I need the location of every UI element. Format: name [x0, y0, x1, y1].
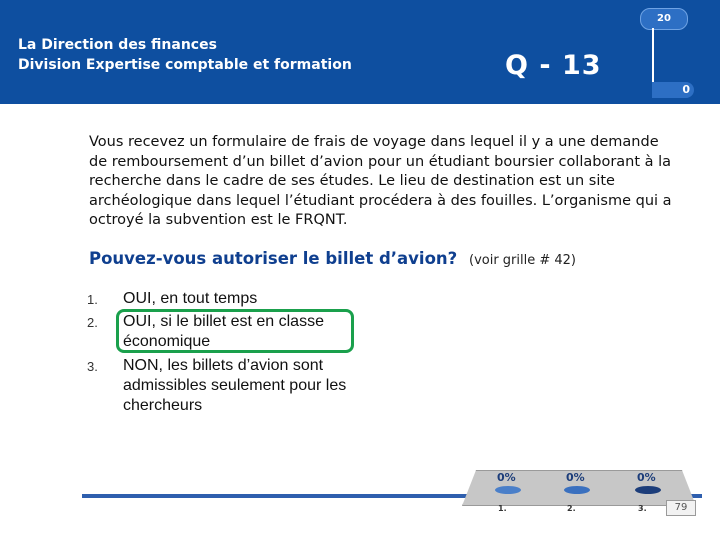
option-text: NON, les billets d’avion sont admissibles seulement pour les chercheurs: [123, 357, 347, 414]
chart-category-label: 2.: [567, 504, 576, 513]
option-number: 3.: [87, 359, 98, 374]
chart-category-label: 1.: [498, 504, 507, 513]
chart-bar: [495, 486, 521, 494]
answer-option-3[interactable]: [85, 356, 385, 416]
option-text: OUI, en tout temps: [123, 290, 258, 307]
organization-name: [18, 35, 352, 75]
option-text: OUI, si le billet est en classe économique: [123, 313, 324, 350]
chart-bar: [635, 486, 661, 494]
chart-value-label: 0%: [497, 471, 516, 484]
org-line-2: Division Expertise comptable et formation: [18, 57, 352, 73]
correct-answer-highlight: [116, 309, 354, 353]
header-banner: [0, 0, 720, 104]
chart-category-label: 3.: [638, 504, 647, 513]
chart-value-label: 0%: [566, 471, 585, 484]
option-number: 1.: [87, 292, 98, 307]
question-hint: (voir grille # 42): [469, 253, 577, 268]
page-number: 79: [666, 500, 696, 516]
org-line-1: La Direction des finances: [18, 37, 217, 53]
scenario-text: Vous recevez un formulaire de frais de voyage dans lequel il y a une demande de remboursement d’un billet d’avion pour un étudiant boursier collaborant à la recherche dans le cadre de ses études. Le lieu de destination est un site archéologique dans lequel l’étudiant procédera à des fouilles. L’organisme qui a octroyé la subvention est le FRQNT.: [89, 134, 672, 228]
chart-bar: [564, 486, 590, 494]
option-number: 2.: [87, 315, 98, 330]
question-prompt: [89, 249, 689, 268]
question-number: Q - 13: [505, 50, 602, 81]
question-text: Pouvez-vous autoriser le billet d’avion?: [89, 249, 458, 268]
countdown-timer-track: [652, 28, 654, 86]
chart-value-label: 0%: [637, 471, 656, 484]
countdown-timer-start: 20: [640, 8, 688, 30]
countdown-timer-value: 0: [652, 82, 694, 98]
